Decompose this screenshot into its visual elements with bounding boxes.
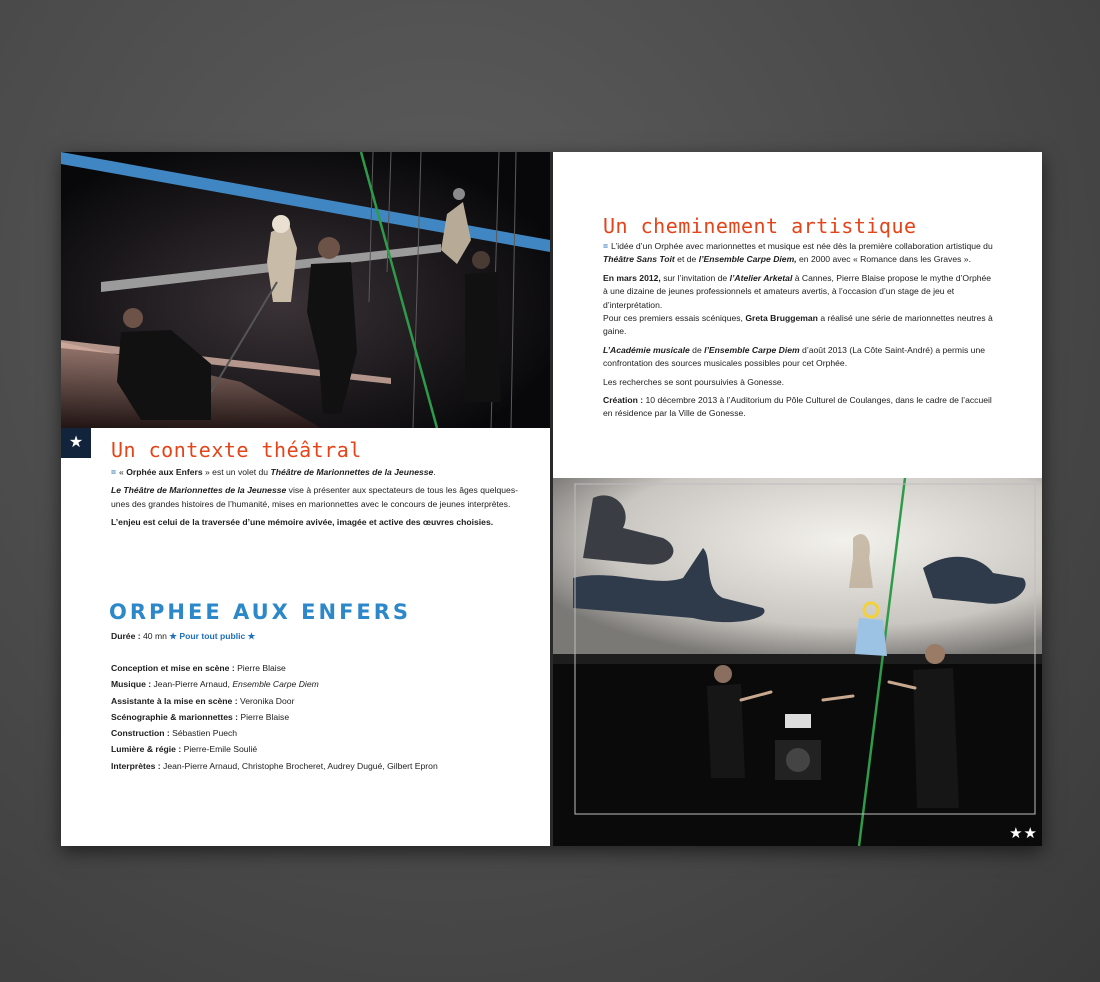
duration-line: Durée : 40 mn ★ Pour tout public ★ <box>111 631 256 641</box>
star-badge: ★ <box>61 428 91 458</box>
credit-line: Scénographie & marionnettes : Pierre Blaise <box>111 711 290 722</box>
credit-line: Interprètes : Jean-Pierre Arnaud, Christophe Brocheret, Audrey Dugué, Gilbert Epron <box>111 760 438 771</box>
mission-paragraph: Le Théâtre de Marionnettes de la Jeunesse vise à présenter aux spectateurs de tous les âges quelques-unes des grandes histoires de l’humanité, mises en marionnettes avec le concours de jeunes interprètes. <box>111 485 518 509</box>
star-icon: ★ <box>169 631 177 641</box>
stakes-paragraph: L’enjeu est celui de la traversée d’une mémoire avivée, imagée et active des œuvres choisies. <box>111 517 494 528</box>
two-stars-icon: ★★ <box>1009 825 1038 842</box>
equals-mark-icon: = <box>603 241 609 251</box>
stage-photo-shadow-hands <box>553 478 1042 846</box>
journey-text <box>603 240 998 426</box>
equals-mark-icon: = <box>111 467 117 477</box>
credit-line: Lumière & régie : Pierre-Emile Soulié <box>111 744 258 755</box>
credit-line: Construction : Sébastien Puech <box>111 728 238 739</box>
research-paragraph: Les recherches se sont poursuivies à Gonesse. <box>603 376 785 387</box>
section-title-journey: Un cheminement artistique <box>603 214 917 238</box>
creation-paragraph: Création : 10 décembre 2013 à l’Auditorium du Pôle Culturel de Coulanges, dans le cadre de l’accueil en résidence par la Ville de Gonesse. <box>603 395 992 419</box>
section-title-context: Un contexte théâtral <box>111 438 362 462</box>
star-icon: ★ <box>247 631 256 641</box>
brochure-spread <box>61 152 1042 846</box>
show-title: ORPHEE AUX ENFERS <box>109 600 412 624</box>
stage-photo-puppeteers <box>61 152 550 428</box>
intro-paragraph: = « Orphée aux Enfers » est un volet du Théâtre de Marionnettes de la Jeunesse. <box>111 467 436 477</box>
left-page <box>61 152 550 846</box>
workshop-paragraph: En mars 2012, sur l’invitation de l’Atelier Arketal à Cannes, Pierre Blaise propose le mythe d’Orphée à une dizaine de jeunes professionnels et amateurs avertis, à l’occasion d’un stage de jeu et d’interprétation. Pour ces premiers essais scéniques, Greta Bruggeman a réalisé une série de marionnettes neutres à gaine. <box>603 272 993 337</box>
credit-line: Conception et mise en scène : Pierre Blaise <box>111 663 286 673</box>
origin-paragraph: = L’idée d’un Orphée avec marionnettes et musique est née dès la première collaboration artistique du Théâtre Sans Toit et de l’Ensemble Carpe Diem, en 2000 avec « Romance dans les Graves ». <box>603 241 993 265</box>
credit-line: Assistante à la mise en scène : Veronika Door <box>111 695 295 706</box>
right-page <box>553 152 1042 846</box>
credit-line: Musique : Jean-Pierre Arnaud, Ensemble Carpe Diem <box>111 679 319 690</box>
academy-paragraph: L’Académie musicale de l’Ensemble Carpe Diem d’août 2013 (La Côte Saint-André) a permis une confrontation des sources musicales possibles pour cet Orphée. <box>603 344 986 369</box>
credits-list <box>111 660 531 774</box>
context-text <box>111 466 531 535</box>
